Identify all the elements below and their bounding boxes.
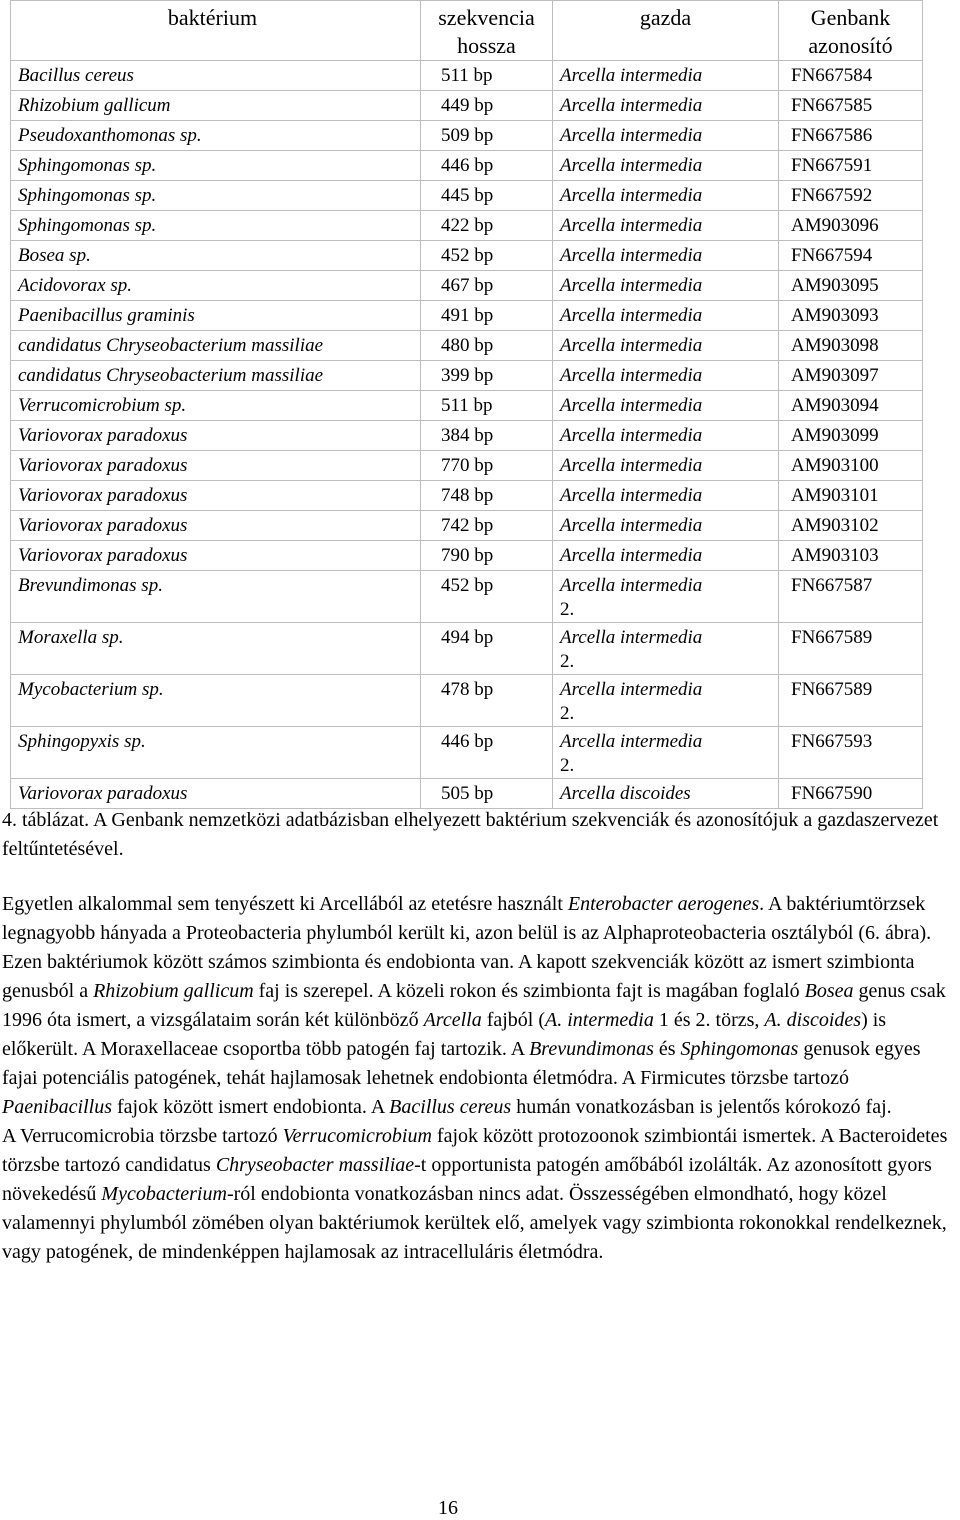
cell-host-line2: 2. xyxy=(560,599,575,620)
cell-host-line1: Arcella intermedia xyxy=(560,679,703,700)
text-run: A Verrucomicrobia törzsbe tartozó xyxy=(2,1125,283,1147)
cell-host: Arcella intermedia xyxy=(553,241,779,271)
cell-bacterium: Variovorax paradoxus xyxy=(11,511,421,541)
cell-bacterium: Paenibacillus graminis xyxy=(11,301,421,331)
cell-length: 452 bp xyxy=(421,571,553,623)
cell-length: 446 bp xyxy=(421,151,553,181)
cell-host: Arcella intermedia xyxy=(553,541,779,571)
table-row xyxy=(11,727,923,779)
cell-genbank: FN667589 xyxy=(779,623,923,675)
cell-length: 742 bp xyxy=(421,511,553,541)
cell-genbank: FN667587 xyxy=(779,571,923,623)
text-run: . A baktériumtörzsek legnagyobb hányada a Proteobacteria phylumból került ki, azon belül is az Alphaproteobacteria osztályból (6. ábra). Ezen baktériumok között számos szimbionta és endobionta van. A kapott szekvenciák között az ismert szimbionta genusból a xyxy=(2,893,932,1002)
cell-length: 509 bp xyxy=(421,121,553,151)
italic-term: A. discoides xyxy=(764,1009,862,1031)
cell-length: 422 bp xyxy=(421,211,553,241)
cell-length: 399 bp xyxy=(421,361,553,391)
italic-term: Sphingomonas xyxy=(680,1038,799,1060)
cell-bacterium: Moraxella sp. xyxy=(11,623,421,675)
sequence-table xyxy=(10,0,923,809)
table-row xyxy=(11,481,923,511)
table-body xyxy=(11,61,923,809)
cell-host: Arcella discoides xyxy=(553,779,779,809)
italic-term: Chryseobacter massiliae xyxy=(215,1154,415,1176)
cell-length: 511 bp xyxy=(421,61,553,91)
table-row xyxy=(11,331,923,361)
cell-bacterium: candidatus Chryseobacterium massiliae xyxy=(11,361,421,391)
italic-term: A. intermedia xyxy=(545,1009,654,1031)
cell-length: 790 bp xyxy=(421,541,553,571)
cell-host-line1: Arcella intermedia xyxy=(560,627,703,648)
cell-host-line2: 2. xyxy=(560,755,575,776)
text-run: -t opportunista patogén amőbából izolálták. Az azonosított gyors növekedésű xyxy=(2,1154,932,1205)
table-row xyxy=(11,61,923,91)
cell-genbank: FN667594 xyxy=(779,241,923,271)
cell-genbank: AM903100 xyxy=(779,451,923,481)
table-row xyxy=(11,301,923,331)
table-row xyxy=(11,541,923,571)
cell-genbank: FN667593 xyxy=(779,727,923,779)
table-row xyxy=(11,241,923,271)
cell-length: 384 bp xyxy=(421,421,553,451)
cell-bacterium: Acidovorax sp. xyxy=(11,271,421,301)
cell-bacterium: Variovorax paradoxus xyxy=(11,779,421,809)
table-row xyxy=(11,361,923,391)
table-row xyxy=(11,121,923,151)
cell-genbank: AM903102 xyxy=(779,511,923,541)
cell-host-line2: 2. xyxy=(560,651,575,672)
cell-genbank: AM903101 xyxy=(779,481,923,511)
cell-genbank: AM903103 xyxy=(779,541,923,571)
cell-host xyxy=(553,571,779,623)
text-run: ) is előkerült. A Moraxellaceae csoportba több patogén faj tartozik. A xyxy=(2,1009,887,1060)
cell-genbank: AM903094 xyxy=(779,391,923,421)
table-row xyxy=(11,181,923,211)
italic-term: Enterobacter aerogenes xyxy=(567,893,760,915)
cell-length: 467 bp xyxy=(421,271,553,301)
cell-genbank: FN667584 xyxy=(779,61,923,91)
cell-bacterium: candidatus Chryseobacterium massiliae xyxy=(11,331,421,361)
cell-length: 770 bp xyxy=(421,451,553,481)
table-row xyxy=(11,391,923,421)
cell-host: Arcella intermedia xyxy=(553,391,779,421)
cell-bacterium: Verrucomicrobium sp. xyxy=(11,391,421,421)
table-caption: 4. táblázat. A Genbank nemzetközi adatbázisban elhelyezett baktérium szekvenciák és azonosítójuk a gazdaszervezet feltűntetésével. xyxy=(2,809,939,860)
cell-length: 511 bp xyxy=(421,391,553,421)
table-row xyxy=(11,675,923,727)
header-length: szekvencia hossza xyxy=(421,1,553,61)
cell-host: Arcella intermedia xyxy=(553,331,779,361)
cell-host: Arcella intermedia xyxy=(553,121,779,151)
italic-term: Brevundimonas xyxy=(529,1038,654,1060)
text-run: fajok között protozoonok szimbiontái ismertek. A Bacteroidetes törzsbe tartozó candidatus xyxy=(2,1125,948,1176)
cell-bacterium: Sphingopyxis sp. xyxy=(11,727,421,779)
text-run: genusok egyes fajai potenciális patogének, tehát hajlamosak lehetnek endobionta életmódra. A Firmicutes törzsbe tartozó xyxy=(2,1038,921,1089)
cell-host: Arcella intermedia xyxy=(553,301,779,331)
cell-genbank: AM903095 xyxy=(779,271,923,301)
cell-host: Arcella intermedia xyxy=(553,481,779,511)
table-row xyxy=(11,571,923,623)
italic-term: Verrucomicrobium xyxy=(282,1125,432,1147)
cell-length: 449 bp xyxy=(421,91,553,121)
cell-genbank: FN667590 xyxy=(779,779,923,809)
table-row xyxy=(11,451,923,481)
table-row xyxy=(11,511,923,541)
cell-length: 452 bp xyxy=(421,241,553,271)
cell-host-line2: 2. xyxy=(560,703,575,724)
table-row xyxy=(11,623,923,675)
cell-host: Arcella intermedia xyxy=(553,61,779,91)
header-bacterium: baktérium xyxy=(11,1,421,61)
cell-bacterium: Bosea sp. xyxy=(11,241,421,271)
cell-bacterium: Variovorax paradoxus xyxy=(11,421,421,451)
cell-host-line1: Arcella intermedia xyxy=(560,575,703,596)
cell-genbank: AM903096 xyxy=(779,211,923,241)
cell-host: Arcella intermedia xyxy=(553,511,779,541)
cell-bacterium: Variovorax paradoxus xyxy=(11,541,421,571)
cell-genbank: AM903097 xyxy=(779,361,923,391)
cell-host xyxy=(553,727,779,779)
cell-length: 505 bp xyxy=(421,779,553,809)
header-genbank: Genbank azonosító xyxy=(779,1,923,61)
cell-length: 480 bp xyxy=(421,331,553,361)
italic-term: Bosea xyxy=(804,980,854,1002)
cell-length: 494 bp xyxy=(421,623,553,675)
text-run: és xyxy=(653,1038,681,1060)
cell-bacterium: Bacillus cereus xyxy=(11,61,421,91)
body-paragraph xyxy=(2,1122,958,1267)
cell-bacterium: Sphingomonas sp. xyxy=(11,181,421,211)
body-paragraph xyxy=(2,890,958,1122)
cell-length: 491 bp xyxy=(421,301,553,331)
text-run: 1 és 2. törzs, xyxy=(653,1009,765,1031)
cell-host: Arcella intermedia xyxy=(553,211,779,241)
cell-genbank: AM903099 xyxy=(779,421,923,451)
text-run: genus csak 1996 óta ismert, a vizsgálataim során két különböző xyxy=(2,980,946,1031)
cell-host: Arcella intermedia xyxy=(553,451,779,481)
cell-bacterium: Variovorax paradoxus xyxy=(11,481,421,511)
text-run: humán vonatkozásban is jelentős kórokozó faj. xyxy=(511,1096,892,1118)
table-row xyxy=(11,271,923,301)
cell-host: Arcella intermedia xyxy=(553,151,779,181)
cell-length: 748 bp xyxy=(421,481,553,511)
cell-host: Arcella intermedia xyxy=(553,361,779,391)
text-run: -ról endobionta vonatkozásban nincs adat. Összességében elmondható, hogy közel valamennyi phylumból zömében olyan baktériumok kerültek elő, amelyek vagy szimbionta rokonokkal rendelkeznek, vagy patogének, de mindenképpen hajlamosak az intracelluláris életmódra. xyxy=(2,1183,947,1263)
cell-genbank: FN667591 xyxy=(779,151,923,181)
cell-genbank: AM903098 xyxy=(779,331,923,361)
cell-bacterium: Rhizobium gallicum xyxy=(11,91,421,121)
cell-bacterium: Sphingomonas sp. xyxy=(11,151,421,181)
cell-host: Arcella intermedia xyxy=(553,91,779,121)
italic-term: Bacillus cereus xyxy=(389,1096,512,1118)
table-row xyxy=(11,151,923,181)
italic-term: Rhizobium gallicum xyxy=(93,980,254,1002)
text-run: fajból ( xyxy=(481,1009,545,1031)
text-run: Egyetlen alkalommal sem tenyészett ki Arcellából az etetésre használt xyxy=(2,893,568,915)
table-row xyxy=(11,779,923,809)
cell-length: 445 bp xyxy=(421,181,553,211)
cell-bacterium: Mycobacterium sp. xyxy=(11,675,421,727)
body-text xyxy=(2,890,958,1267)
cell-genbank: FN667585 xyxy=(779,91,923,121)
cell-genbank: FN667589 xyxy=(779,675,923,727)
page-number: 16 xyxy=(438,1497,458,1519)
cell-host: Arcella intermedia xyxy=(553,271,779,301)
table-header-row xyxy=(11,1,923,61)
cell-host: Arcella intermedia xyxy=(553,421,779,451)
cell-bacterium: Brevundimonas sp. xyxy=(11,571,421,623)
cell-length: 446 bp xyxy=(421,727,553,779)
cell-genbank: FN667592 xyxy=(779,181,923,211)
cell-genbank: AM903093 xyxy=(779,301,923,331)
italic-term: Paenibacillus xyxy=(2,1096,112,1118)
cell-host: Arcella intermedia xyxy=(553,181,779,211)
cell-host xyxy=(553,623,779,675)
table-row xyxy=(11,421,923,451)
sequence-table-container xyxy=(10,0,922,809)
cell-length: 478 bp xyxy=(421,675,553,727)
text-run: fajok között ismert endobionta. A xyxy=(111,1096,390,1118)
cell-host xyxy=(553,675,779,727)
cell-host-line1: Arcella intermedia xyxy=(560,731,703,752)
header-host: gazda xyxy=(553,1,779,61)
cell-bacterium: Variovorax paradoxus xyxy=(11,451,421,481)
cell-bacterium: Pseudoxanthomonas sp. xyxy=(11,121,421,151)
table-row xyxy=(11,211,923,241)
italic-term: Mycobacterium xyxy=(101,1183,227,1205)
cell-genbank: FN667586 xyxy=(779,121,923,151)
table-row xyxy=(11,91,923,121)
text-run: faj is szerepel. A közeli rokon és szimbionta fajt is magában foglaló xyxy=(253,980,805,1002)
cell-bacterium: Sphingomonas sp. xyxy=(11,211,421,241)
italic-term: Arcella xyxy=(423,1009,482,1031)
